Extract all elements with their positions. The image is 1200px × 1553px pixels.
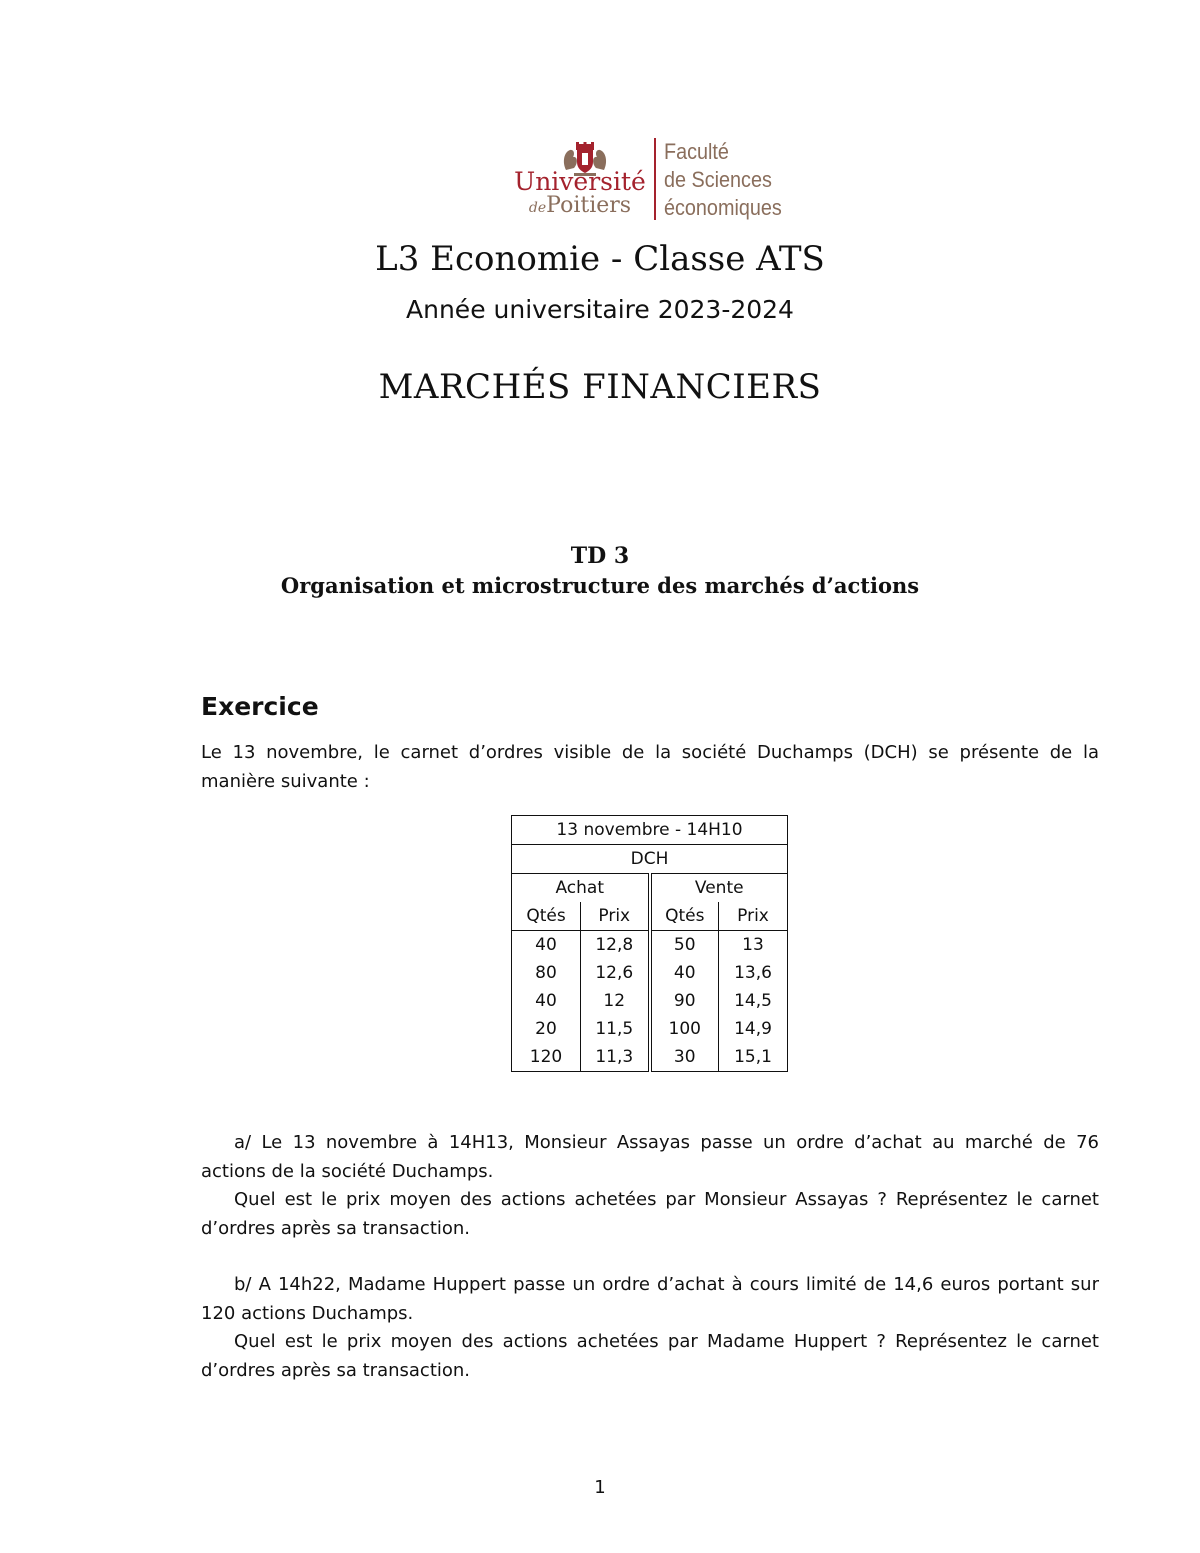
sell-price-cell: 14,9: [719, 1015, 788, 1043]
table-row: [512, 931, 788, 960]
faculty-line-3: économiques: [664, 195, 782, 220]
exercise-heading: Exercice: [201, 692, 319, 721]
order-book-side-row: [512, 874, 788, 903]
order-book-title-row: [512, 816, 788, 845]
page-number: 1: [594, 1477, 606, 1498]
table-row: [512, 987, 788, 1015]
exercise-intro: Le 13 novembre, le carnet d’ordres visible de la société Duchamps (DCH) se présente de la manière suivante :: [201, 742, 1099, 792]
sell-price-cell: 13: [719, 931, 788, 960]
buy-price-cell: 12,8: [581, 931, 650, 960]
faculty-line-1: Faculté: [664, 139, 729, 164]
subject-title: MARCHÉS FINANCIERS: [378, 367, 822, 407]
buy-qty-cell: 20: [512, 1015, 581, 1043]
buy-price-cell: 11,5: [581, 1015, 650, 1043]
academic-year: Année universitaire 2023-2024: [406, 295, 794, 324]
faculty-name: [664, 138, 782, 222]
buy-qty-cell: 80: [512, 959, 581, 987]
sell-qty-header: Qtés: [650, 902, 719, 931]
sell-qty-cell: 30: [650, 1043, 719, 1072]
table-row: [512, 1043, 788, 1072]
sell-price-cell: 14,5: [719, 987, 788, 1015]
buy-price-cell: 11,3: [581, 1043, 650, 1072]
question-a-question: Quel est le prix moyen des actions achetées par Monsieur Assayas ? Représentez le carnet d’ordres après sa transaction.: [201, 1189, 1099, 1239]
sell-price-header: Prix: [719, 902, 788, 931]
td-title: Organisation et microstructure des marchés d’actions: [280, 573, 920, 598]
university-city: dePoitiers: [528, 193, 632, 218]
question-a-statement: a/ Le 13 novembre à 14H13, Monsieur Assayas passe un ordre d’achat au marché de 76 actions de la société Duchamps.: [201, 1132, 1099, 1182]
table-row: [512, 959, 788, 987]
buy-qty-cell: 40: [512, 987, 581, 1015]
buy-price-header: Prix: [581, 902, 650, 931]
buy-price-cell: 12,6: [581, 959, 650, 987]
course-title: L3 Economie - Classe ATS: [375, 239, 825, 279]
buy-qty-header: Qtés: [512, 902, 581, 931]
buy-qty-cell: 120: [512, 1043, 581, 1072]
sell-qty-cell: 100: [650, 1015, 719, 1043]
sell-price-cell: 13,6: [719, 959, 788, 987]
question-b-statement: b/ A 14h22, Madame Huppert passe un ordre d’achat à cours limité de 14,6 euros portant sur 120 actions Duchamps.: [201, 1274, 1099, 1324]
order-book-column-row: [512, 902, 788, 931]
table-row: [512, 1015, 788, 1043]
sell-qty-cell: 50: [650, 931, 719, 960]
order-book-ticker-row: [512, 845, 788, 874]
university-name: Université: [514, 167, 646, 196]
order-book-table: [511, 815, 788, 1072]
sell-qty-cell: 90: [650, 987, 719, 1015]
order-book-title: 13 novembre - 14H10: [512, 816, 788, 845]
buy-price-cell: 12: [581, 987, 650, 1015]
faculty-line-2: de Sciences: [664, 167, 772, 192]
td-number: TD 3: [570, 543, 630, 569]
university-logo: [514, 138, 804, 222]
sell-side-header: Vente: [650, 874, 788, 903]
buy-qty-cell: 40: [512, 931, 581, 960]
order-book-ticker: DCH: [512, 845, 788, 874]
sell-qty-cell: 40: [650, 959, 719, 987]
logo-divider: [654, 138, 656, 220]
sell-price-cell: 15,1: [719, 1043, 788, 1072]
buy-side-header: Achat: [512, 874, 650, 903]
question-b-question: Quel est le prix moyen des actions achetées par Madame Huppert ? Représentez le carnet d’ordres après sa transaction.: [201, 1331, 1099, 1381]
